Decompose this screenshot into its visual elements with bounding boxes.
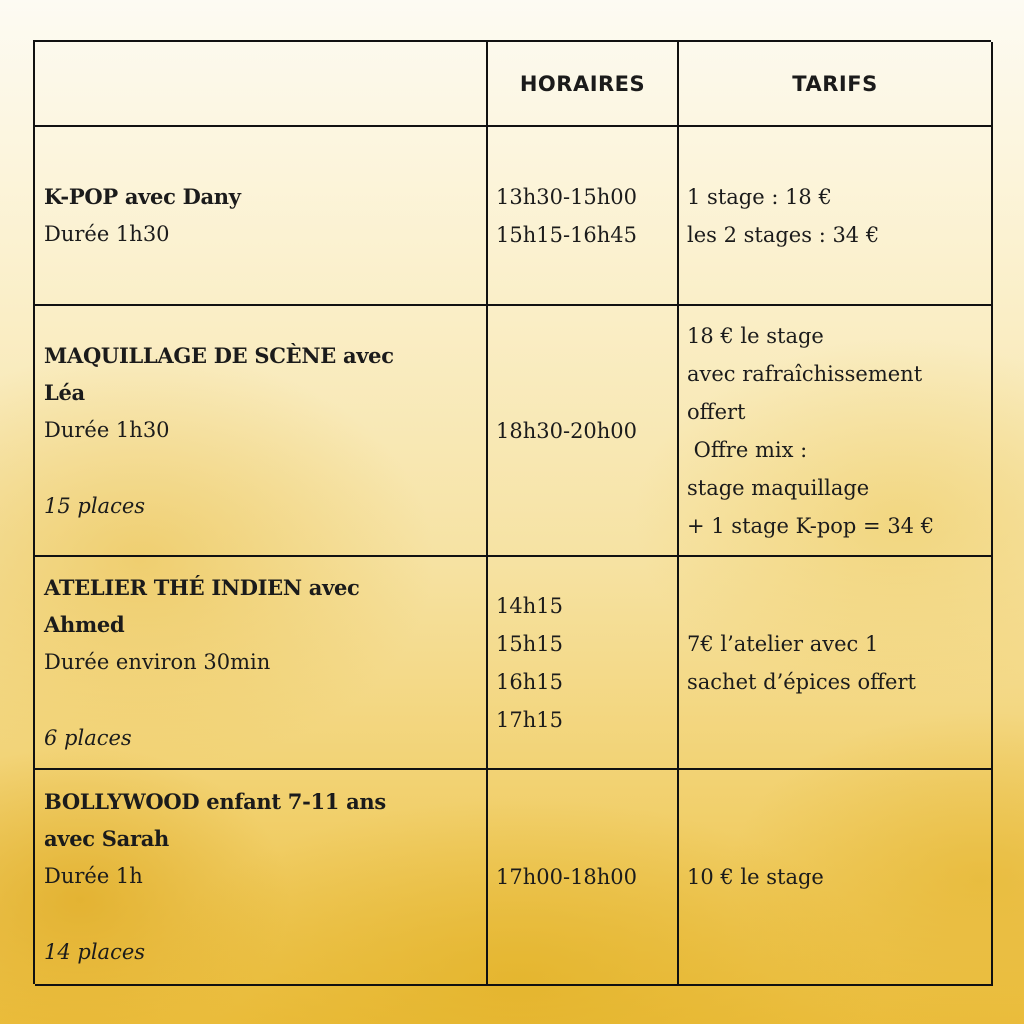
activity-title: Ahmed [44, 611, 125, 637]
time-slot: 13h30-15h00 [496, 184, 638, 209]
time-slot: 17h15 [496, 707, 563, 732]
price-line: les 2 stages : 34 € [687, 222, 880, 247]
tarifs-cell-bollywood [679, 770, 993, 986]
horaires-cell-bollywood [488, 770, 679, 986]
activity-title: ATELIER THÉ INDIEN avec [44, 574, 360, 600]
price-line: 7€ l’atelier avec 1 [687, 631, 879, 656]
price-line: avec rafraîchissement [687, 361, 923, 386]
activity-title: BOLLYWOOD enfant 7-11 ans [44, 789, 386, 814]
activity-duration: Durée 1h30 [44, 417, 170, 442]
horaires-cell-kpop [488, 127, 679, 306]
activity-duration: Durée 1h [44, 864, 143, 888]
activity-cell-maquillage [35, 306, 488, 557]
price-line: + 1 stage K-pop = 34 € [687, 513, 935, 538]
price-line: offert [687, 399, 746, 424]
spacer [44, 681, 478, 719]
time-slot: 14h15 [496, 593, 563, 618]
activity-cell-kpop [35, 127, 488, 306]
tarifs-cell-maquillage [679, 306, 993, 557]
spacer [44, 449, 478, 487]
horaires-cell-maquillage [488, 306, 679, 557]
time-slot: 15h15 [496, 631, 563, 656]
activity-places: 15 places [44, 493, 146, 518]
time-slot: 16h15 [496, 669, 563, 694]
activity-title: avec Sarah [44, 826, 169, 851]
price-line: 18 € le stage [687, 323, 824, 348]
activity-places: 14 places [44, 940, 146, 964]
header-empty-cell [35, 42, 488, 127]
time-slot: 18h30-20h00 [496, 418, 638, 443]
activity-title: MAQUILLAGE DE SCÈNE avec [44, 342, 394, 368]
horaires-cell-the-indien [488, 557, 679, 770]
activity-title: Léa [44, 379, 85, 405]
time-slot: 15h15-16h45 [496, 222, 638, 247]
activity-cell-the-indien [35, 557, 488, 770]
tarifs-cell-the-indien [679, 557, 993, 770]
activity-duration: Durée 1h30 [44, 222, 170, 246]
tarifs-cell-kpop [679, 127, 993, 306]
price-line: stage maquillage [687, 475, 870, 500]
header-tarifs: TARIFS [679, 42, 993, 127]
activity-places: 6 places [44, 725, 132, 750]
time-slot: 17h00-18h00 [496, 865, 638, 889]
price-line: 10 € le stage [687, 865, 824, 889]
spacer [44, 895, 478, 933]
price-line: sachet d’épices offert [687, 669, 916, 694]
schedule-table [33, 40, 991, 984]
price-line: Offre mix : [687, 437, 808, 462]
activity-title: K-POP avec Dany [44, 184, 241, 209]
header-horaires: HORAIRES [488, 42, 679, 127]
activity-duration: Durée environ 30min [44, 649, 271, 674]
activity-cell-bollywood [35, 770, 488, 986]
price-line: 1 stage : 18 € [687, 184, 832, 209]
